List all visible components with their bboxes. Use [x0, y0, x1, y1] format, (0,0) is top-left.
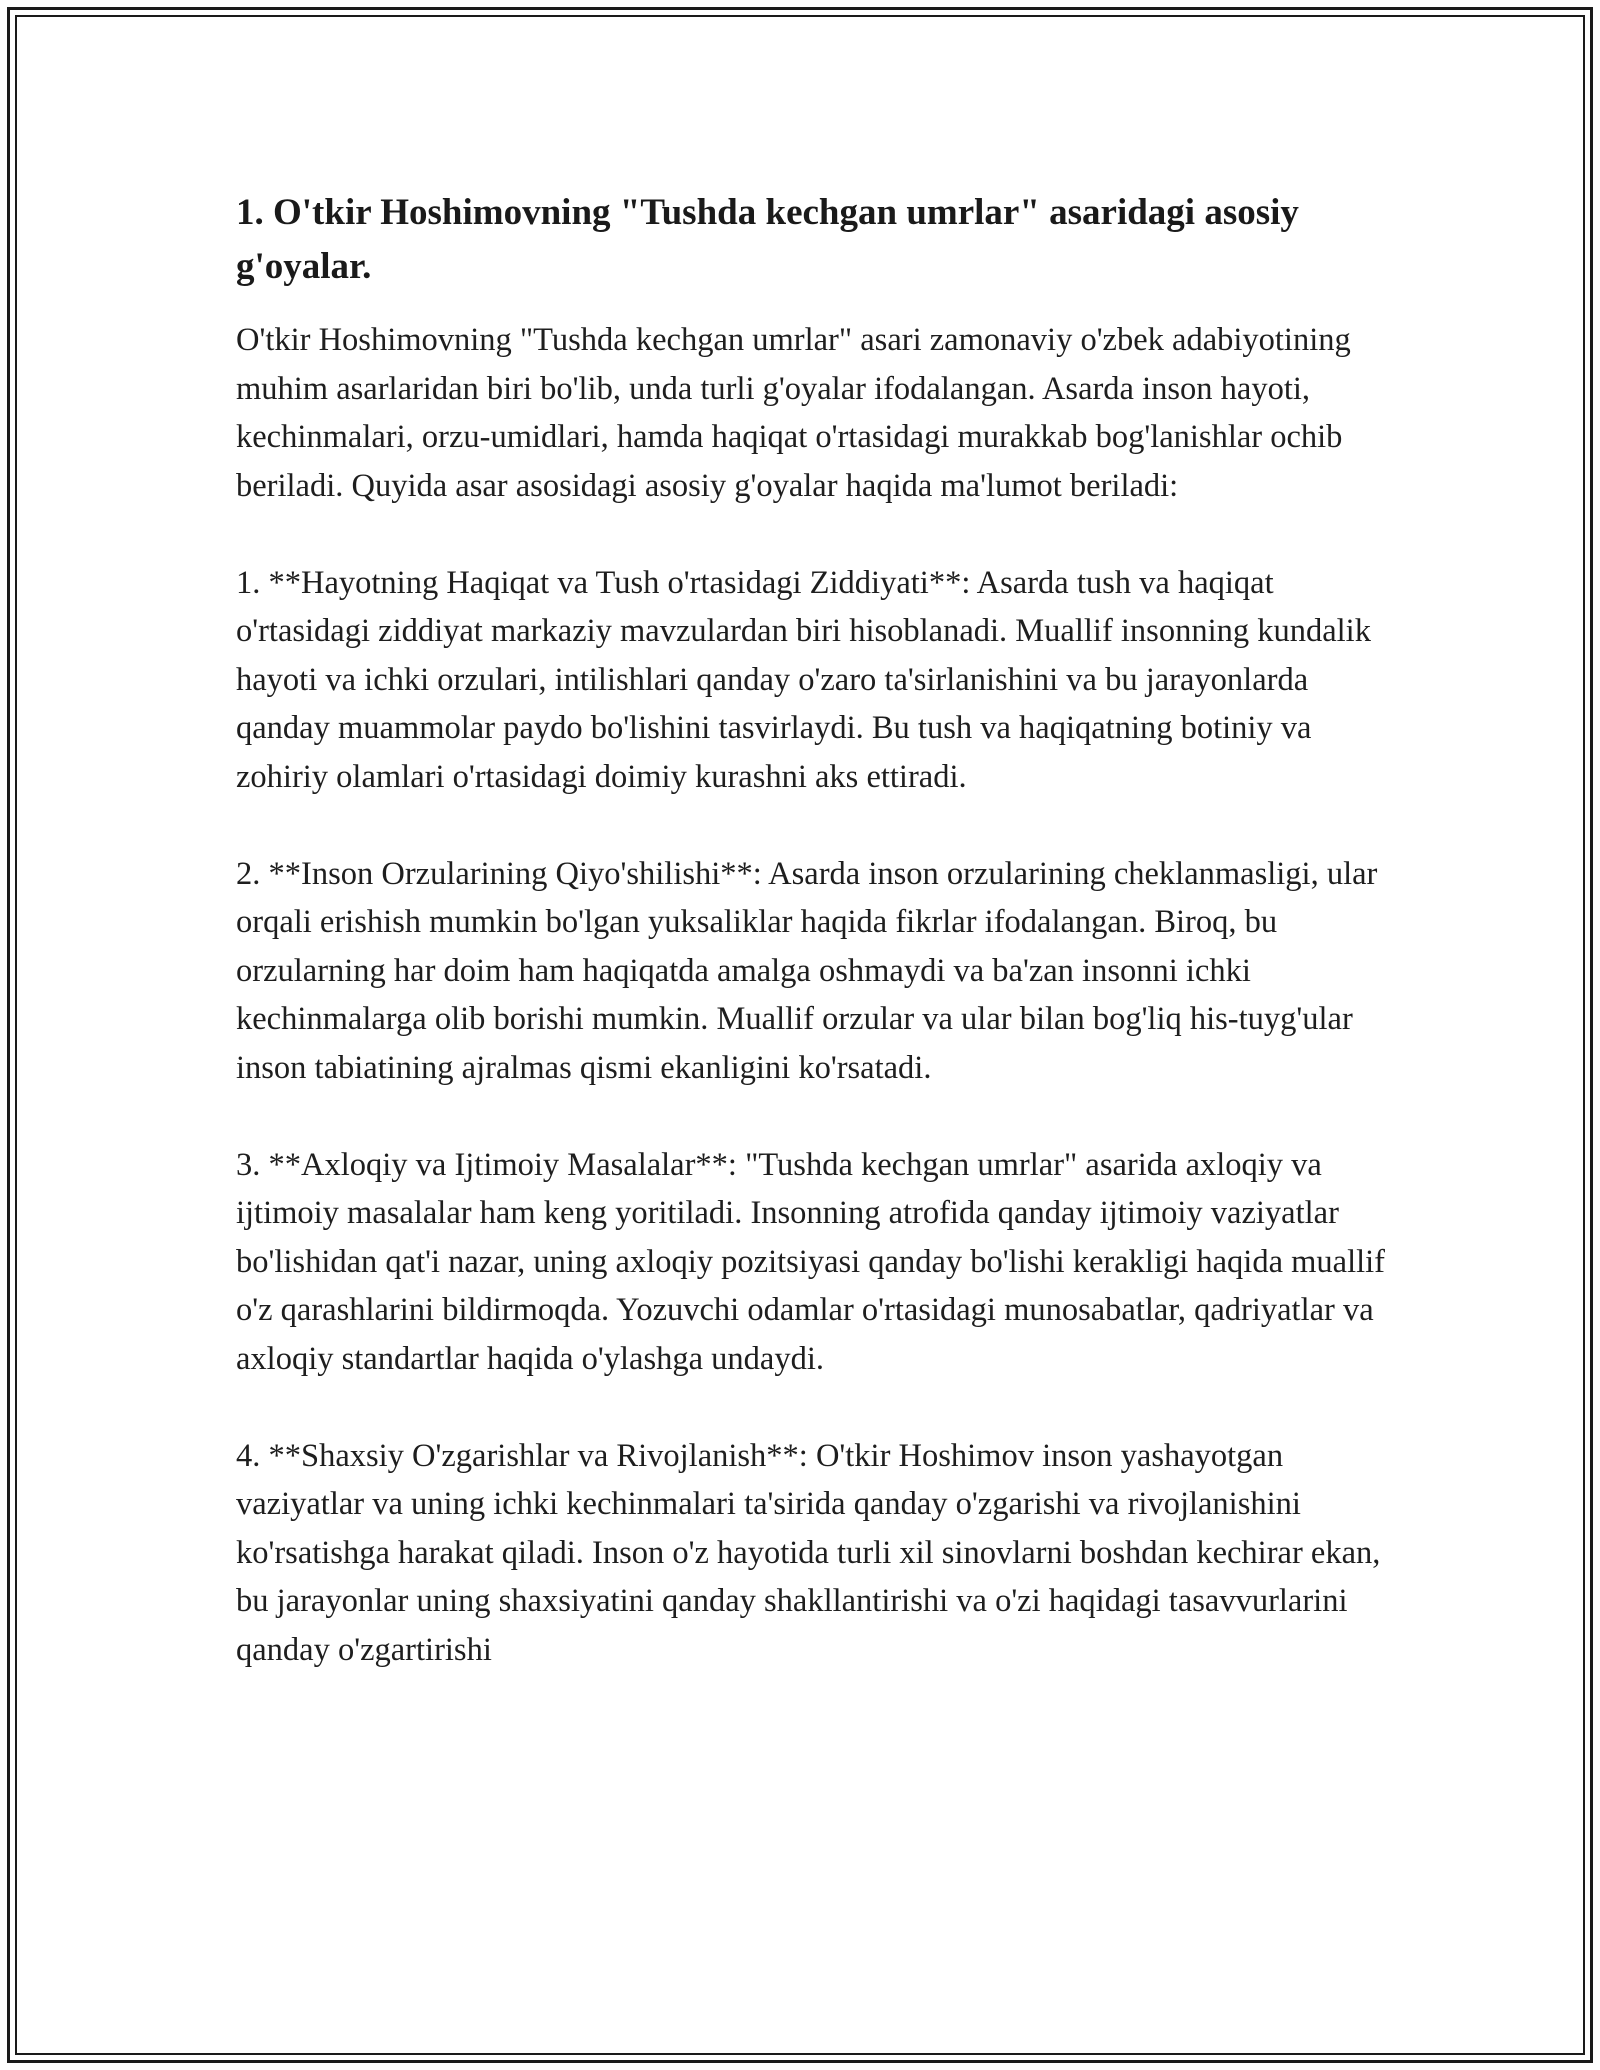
point-2-paragraph: 2. **Inson Orzularining Qiyo'shilishi**: Asarda inson orzularining cheklanmasligi, ular orqali erishish mumkin bo'lgan yuksaliklar haqida fikrlar ifodalangan. Biroq, bu orzularning har doim ham haqiqatda amalga oshmaydi va ba'zan insonni ichki kechinmalarga olib borishi mumkin. Muallif orzular va ular bilan bog'liq his-tuyg'ular inson tabiatining ajralmas qismi ekanligini ko'rsatadi. — [236, 855, 1378, 1086]
point-3-paragraph: 3. **Axloqiy va Ijtimoiy Masalalar**: "Tushda kechgan umrlar" asarida axloqiy va ijtimoiy masalalar ham keng yoritiladi. Insonning atrofida qanday ijtimoiy vaziyatlar bo'lishidan qat'i nazar, uning axloqiy pozitsiyasi qanday bo'lishi kerakligi haqida muallif o'z qarashlarini bildirmoqda. Yozuvchi odamlar o'rtasidagi munosabatlar, qadriyatlar va axloqiy standartlar haqida o'ylashga undaydi. — [236, 1146, 1386, 1377]
document-body — [236, 186, 1386, 1723]
point-4-paragraph: 4. **Shaxsiy O'zgarishlar va Rivojlanish**: O'tkir Hoshimov inson yashayotgan vaziyatlar va uning ichki kechinmalari ta'sirida qanday o'zgarishi va rivojlanishini ko'rsatishga harakat qiladi. Inson o'z hayotida turli xil sinovlarni boshdan kechirar ekan, bu jarayonlar uning shaxsiyatini qanday shakllantirishi va o'zi haqidagi tasavvurlarini qanday o'zgartirishi — [236, 1437, 1381, 1668]
intro-paragraph: O'tkir Hoshimovning "Tushda kechgan umrlar" asari zamonaviy o'zbek adabiyotining muhim asarlaridan biri bo'lib, unda turli g'oyalar ifodalangan. Asarda inson hayoti, kechinmalari, orzu-umidlari, hamda haqiqat o'rtasidagi murakkab bog'lanishlar ochib beriladi. Quyida asar asosidagi asosiy g'oyalar haqida ma'lumot beriladi: — [236, 322, 1351, 504]
document-heading: 1. O'tkir Hoshimovning "Tushda kechgan umrlar" asaridagi asosiy g'oyalar. — [236, 192, 1299, 287]
point-1-paragraph: 1. **Hayotning Haqiqat va Tush o'rtasidagi Ziddiyati**: Asarda tush va haqiqat o'rtasidagi ziddiyat markaziy mavzulardan biri hisoblanadi. Muallif insonning kundalik hayoti va ichki orzulari, intilishlari qanday o'zaro ta'sirlanishini va bu jarayonlarda qanday muammolar paydo bo'lishini tasvirlaydi. Bu tush va haqiqatning botiniy va zohiriy olamlari o'rtasidagi doimiy kurashni aks ettiradi. — [236, 564, 1371, 795]
